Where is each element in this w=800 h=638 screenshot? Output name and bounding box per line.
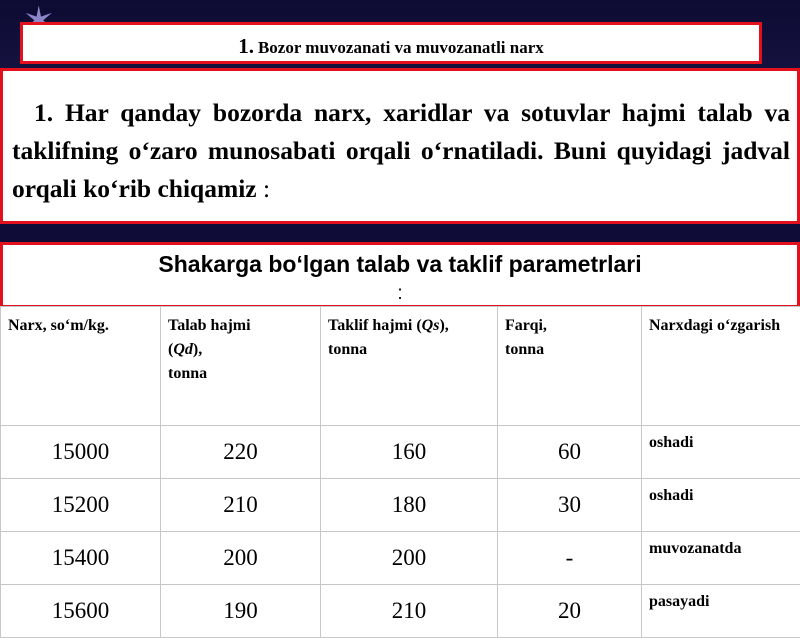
- cell-price: 15600: [1, 585, 161, 638]
- header-supply: Taklif hajmi (Qs), tonna: [321, 307, 498, 426]
- cell-diff: 30: [498, 479, 642, 532]
- cell-change: oshadi: [642, 426, 800, 479]
- table-row: [1, 479, 800, 532]
- header-diff-label: Farqi,: [505, 317, 547, 334]
- header-demand-symbol: Qd: [173, 341, 193, 358]
- cell-price: 15400: [1, 532, 161, 585]
- table-title-box: [0, 242, 800, 308]
- slide-title-number: 1.: [238, 34, 254, 58]
- header-supply-unit: tonna: [328, 341, 367, 358]
- cell-price: 15000: [1, 426, 161, 479]
- header-supply-symbol: Qs: [422, 317, 440, 334]
- header-diff: [498, 307, 642, 426]
- cell-change: oshadi: [642, 479, 800, 532]
- table-row: [1, 585, 800, 638]
- header-change-label: Narxdagi o‘zgarish: [649, 317, 780, 334]
- cell-diff: -: [498, 532, 642, 585]
- cell-diff: 20: [498, 585, 642, 638]
- cell-demand: 190: [161, 585, 321, 638]
- table-row: [1, 532, 800, 585]
- supply-demand-table: [0, 306, 800, 638]
- header-supply-label: Taklif hajmi: [328, 317, 412, 334]
- table-title: Shakarga bo‘lgan talab va taklif parametrlari: [3, 251, 797, 278]
- cell-supply: 160: [321, 426, 498, 479]
- header-price: [1, 307, 161, 426]
- table-title-colon: :: [3, 283, 797, 305]
- middle-background-band: [0, 222, 800, 244]
- cell-demand: 210: [161, 479, 321, 532]
- cell-change: pasayadi: [642, 585, 800, 638]
- header-demand-label: Talab hajmi: [168, 317, 251, 334]
- intro-paragraph: [12, 94, 790, 208]
- header-change: [642, 307, 800, 426]
- cell-diff: 60: [498, 426, 642, 479]
- cell-supply: 210: [321, 585, 498, 638]
- cell-demand: 220: [161, 426, 321, 479]
- slide-title-text: Bozor muvozanati va muvozanatli narx: [258, 38, 544, 57]
- cell-price: 15200: [1, 479, 161, 532]
- cell-demand: 200: [161, 532, 321, 585]
- intro-paragraph-text: 1. Har qanday bozorda narx, xaridlar va sotuvlar hajmi talab va taklifning o‘zaro munosabati orqali o‘rnatiladi. Buni quyidagi jadval orqali ko‘rib chiqamiz: [12, 98, 790, 203]
- slide-title: [23, 34, 759, 59]
- slide-title-box: [20, 22, 762, 64]
- intro-paragraph-colon: :: [257, 174, 270, 203]
- header-demand-unit: tonna: [168, 365, 207, 382]
- header-demand: Talab hajmi (Qd), tonna: [161, 307, 321, 426]
- cell-supply: 200: [321, 532, 498, 585]
- cell-supply: 180: [321, 479, 498, 532]
- header-price-label: Narx, so‘m/kg.: [8, 317, 109, 334]
- intro-paragraph-box: [0, 68, 800, 224]
- table-header-row: [1, 307, 800, 426]
- cell-change: muvozanatda: [642, 532, 800, 585]
- header-diff-unit: tonna: [505, 341, 544, 358]
- table-row: [1, 426, 800, 479]
